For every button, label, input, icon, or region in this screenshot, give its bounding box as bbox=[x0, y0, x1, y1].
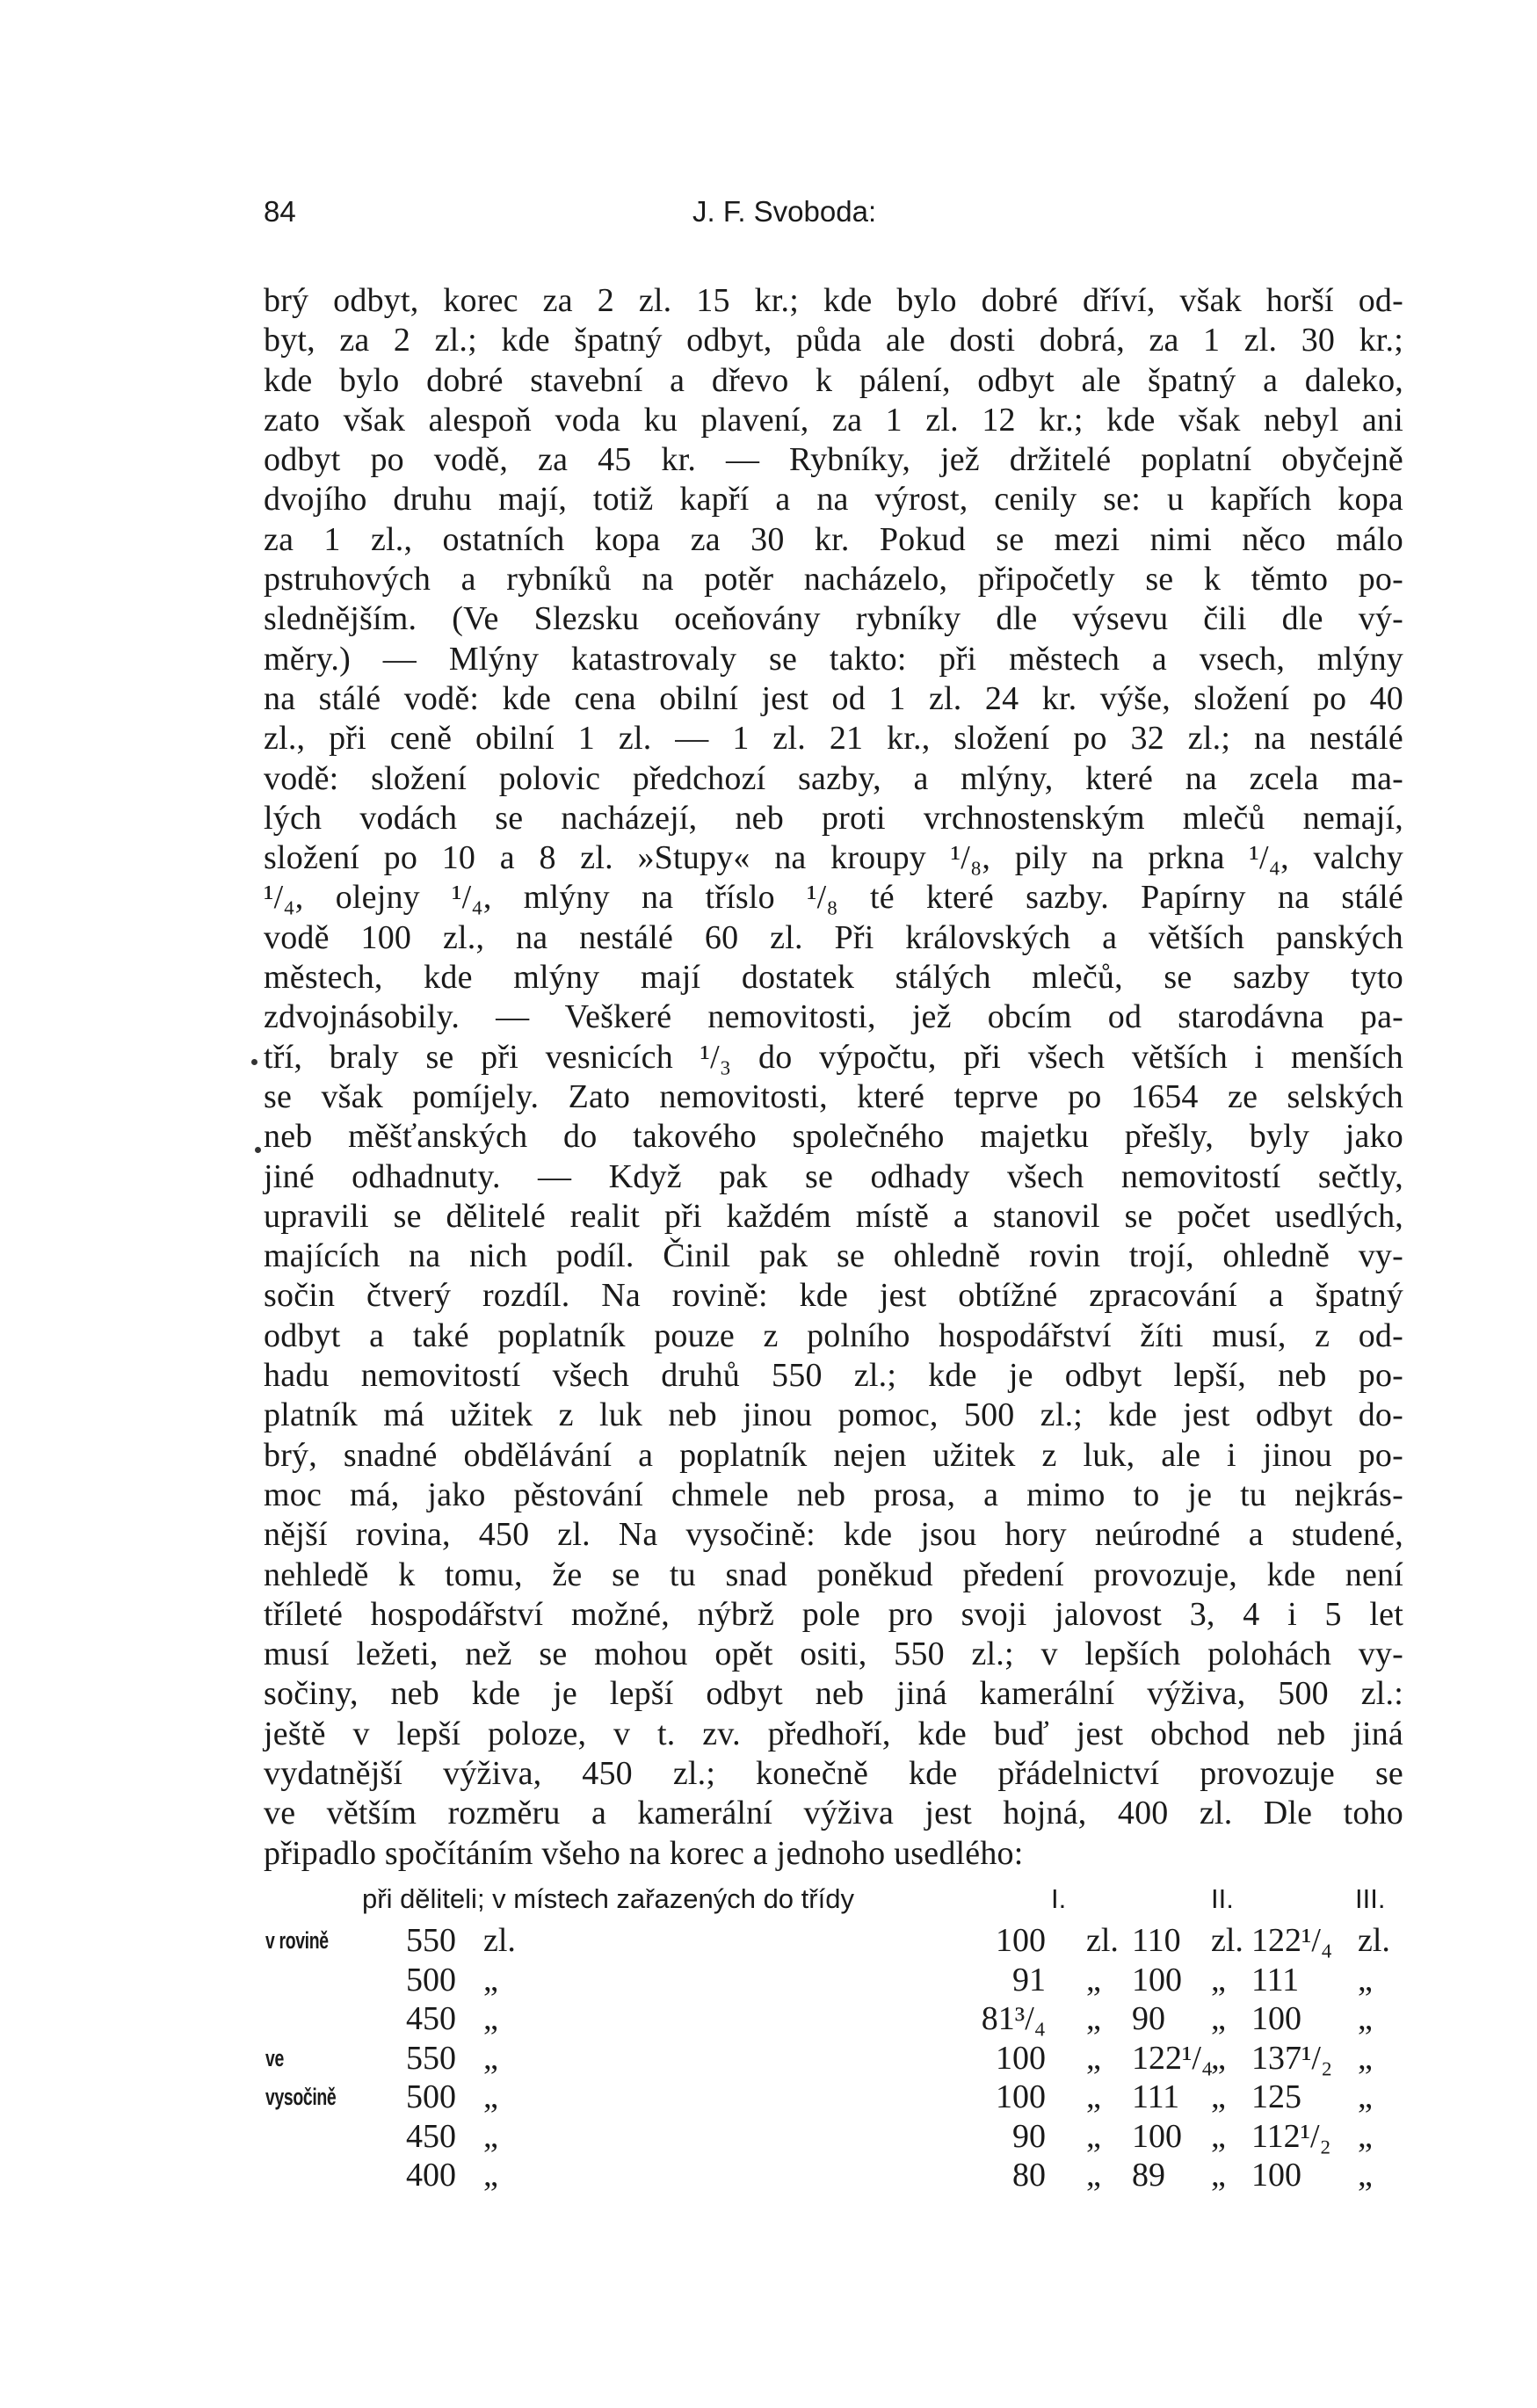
text-line: musí ležeti, než se mohou opět ositi, 550 zl.; v lepších polohách vy- bbox=[264, 1636, 1403, 1673]
divisor-unit: „ bbox=[483, 2078, 498, 2115]
table-row bbox=[0, 2156, 1537, 2195]
text-line: upravili se dělitelé realit při každém místě a stanovil se počet usedlých, bbox=[264, 1197, 1403, 1235]
text-line: pstruhových a rybníků na potěr nacházelo, připočetly se k těmto po- bbox=[264, 561, 1403, 598]
text-line: městech, kde mlýny mají dostatek stálých mlečů, se sazby tyto bbox=[264, 959, 1403, 997]
text-line: hadu nemovitostí všech druhů 550 zl.; kde je odbyt lepší, neb po- bbox=[264, 1357, 1403, 1395]
group-label: vysočině bbox=[265, 2084, 337, 2110]
class-1-value: 91 bbox=[1012, 1961, 1046, 1998]
text-line: zdvojnásobily. — Veškeré nemovitosti, jež obcím od starodávna pa- bbox=[264, 998, 1403, 1036]
class-2-unit: „ bbox=[1211, 2000, 1226, 2037]
class-3-unit: „ bbox=[1358, 2039, 1373, 2077]
text-line: nehledě k tomu, že se tu snad poněkud předení provozuje, kde není bbox=[264, 1556, 1403, 1593]
table-row bbox=[0, 1999, 1537, 2039]
class-3-value: 111 bbox=[1251, 1961, 1300, 1998]
text-line: byt, za 2 zl.; kde špatný odbyt, půda ale dosti dobrá, za 1 zl. 30 kr.; bbox=[264, 322, 1403, 359]
class-1-value: 80 bbox=[1012, 2157, 1046, 2194]
divisor-value: 500 bbox=[406, 1961, 456, 1998]
text-line: slednějším. (Ve Slezsku oceňovány rybníky dle výsevu čili dle vý- bbox=[264, 600, 1403, 638]
class-3-unit: „ bbox=[1358, 2157, 1373, 2194]
class-2-value: 110 bbox=[1132, 1922, 1181, 1959]
divisor-value: 450 bbox=[406, 2117, 456, 2155]
group-label: v rovině bbox=[265, 1927, 329, 1954]
table-row bbox=[0, 2117, 1537, 2157]
class-2-unit: „ bbox=[1211, 2117, 1226, 2155]
class-2-unit: „ bbox=[1211, 1961, 1226, 1998]
class-3-unit: „ bbox=[1358, 2000, 1373, 2037]
text-line: vodě: složení polovic předchozí sazby, a mlýny, které na zcela ma- bbox=[264, 759, 1403, 797]
text-line: nější rovina, 450 zl. Na vysočině: kde jsou hory neúrodné a studené, bbox=[264, 1516, 1403, 1554]
text-line: brý, snadné obdělávání a poplatník nejen užitek z luk, ale i jinou po- bbox=[264, 1436, 1403, 1474]
divisor-value: 500 bbox=[406, 2078, 456, 2115]
margin-dot-mark bbox=[255, 1147, 261, 1153]
text-line: za 1 zl., ostatních kopa za 30 kr. Pokud se mezi nimi něco málo bbox=[264, 520, 1403, 558]
table-row bbox=[0, 2039, 1537, 2078]
class-1-value: 100 bbox=[996, 2078, 1046, 2115]
text-line: brý odbyt, korec za 2 zl. 15 kr.; kde bylo dobré dříví, však horší od- bbox=[264, 282, 1403, 319]
text-line: tříleté hospodářství možné, nýbrž pole pro svoji jalovost 3, 4 i 5 let bbox=[264, 1595, 1403, 1633]
divisor-unit: „ bbox=[483, 2000, 498, 2037]
class-3-unit: zl. bbox=[1358, 1922, 1390, 1959]
text-line: vodě 100 zl., na nestálé 60 zl. Při královských a větších panských bbox=[264, 918, 1403, 956]
text-line: vydatnější výživa, 450 zl.; konečně kde přádelnictví provozuje se bbox=[264, 1754, 1403, 1792]
text-line: ještě v lepší poloze, v t. zv. předhoří, kde buď jest obchod neb jiná bbox=[264, 1715, 1403, 1752]
text-line: odbyt a také poplatník pouze z polního hospodářství žíti musí, z od- bbox=[264, 1316, 1403, 1354]
running-head: J. F. Svoboda: bbox=[692, 195, 877, 228]
divisor-value: 550 bbox=[406, 2039, 456, 2077]
text-line: měry.) — Mlýny katastrovaly se takto: při městech a vsech, mlýny bbox=[264, 640, 1403, 678]
class-2-value: 100 bbox=[1132, 1961, 1182, 1998]
class-2-value: 89 bbox=[1132, 2157, 1165, 2194]
class-1-value: 100 bbox=[996, 1922, 1046, 1959]
table-header-text: při děliteli; v místech zařazených do třídy bbox=[362, 1883, 854, 1914]
class-3-value: 100 bbox=[1251, 2157, 1301, 2194]
class-2-value: 90 bbox=[1132, 2000, 1165, 2037]
text-line: tří, braly se při vesnicích ¹/₃ do výpočtu, při všech větších i menších bbox=[264, 1038, 1403, 1076]
page-number: 84 bbox=[264, 195, 296, 228]
class-1-unit: „ bbox=[1086, 2157, 1101, 2194]
text-line: dvojího druhu mají, totiž kapří a na výrost, cenily se: u kapřích kopa bbox=[264, 481, 1403, 519]
text-line: sočin čtverý rozdíl. Na rovině: kde jest obtížné zpracování a špatný bbox=[264, 1277, 1403, 1315]
text-line: kde bylo dobré stavební a dřevo k pálení, odbyt ale špatný a daleko, bbox=[264, 361, 1403, 399]
group-label: ve bbox=[265, 2044, 284, 2071]
text-line: odbyt po vodě, za 45 kr. — Rybníky, jež držitelé poplatní obyčejně bbox=[264, 441, 1403, 479]
table-row bbox=[0, 1921, 1537, 1961]
body-text bbox=[264, 281, 1403, 1874]
class-header-3: III. bbox=[1355, 1883, 1386, 1914]
class-1-value: 90 bbox=[1012, 2117, 1046, 2155]
divisor-unit: „ bbox=[483, 2157, 498, 2194]
class-3-value: 112¹/₂ bbox=[1251, 2117, 1331, 2155]
text-line: neb měšťanských do takového společného majetku přešly, byly jako bbox=[264, 1118, 1403, 1156]
class-3-value: 125 bbox=[1251, 2078, 1301, 2115]
table-row bbox=[0, 2078, 1537, 2117]
class-2-unit: zl. bbox=[1211, 1922, 1243, 1959]
text-line: ¹/₄, olejny ¹/₄, mlýny na tříslo ¹/₈ té které sazby. Papírny na stálé bbox=[264, 879, 1403, 917]
text-line: ve větším rozměru a kamerální výživa jest hojná, 400 zl. Dle toho bbox=[264, 1795, 1403, 1832]
class-2-value: 111 bbox=[1132, 2078, 1180, 2115]
class-2-value: 122¹/₄ bbox=[1132, 2039, 1214, 2077]
class-3-unit: „ bbox=[1358, 2117, 1373, 2155]
class-1-value: 81³/₄ bbox=[981, 2000, 1046, 2037]
table-row bbox=[0, 1961, 1537, 2000]
divisor-unit: „ bbox=[483, 1961, 498, 1998]
class-3-unit: „ bbox=[1358, 1961, 1373, 1998]
text-line: sočiny, neb kde je lepší odbyt neb jiná kamerální výživa, 500 zl.: bbox=[264, 1675, 1403, 1713]
divisor-value: 450 bbox=[406, 2000, 456, 2037]
class-1-unit: „ bbox=[1086, 2078, 1101, 2115]
class-3-value: 137¹/₂ bbox=[1251, 2039, 1333, 2077]
class-1-value: 100 bbox=[996, 2039, 1046, 2077]
text-line: zato však alespoň voda ku plavení, za 1 zl. 12 kr.; kde však nebyl ani bbox=[264, 401, 1403, 439]
class-1-unit: „ bbox=[1086, 2117, 1101, 2155]
class-1-unit: „ bbox=[1086, 1961, 1101, 1998]
class-2-unit: „ bbox=[1211, 2157, 1226, 2194]
text-line: složení po 10 a 8 zl. »Stupy« na kroupy ¹/₈, pily na prkna ¹/₄, valchy bbox=[264, 839, 1403, 877]
text-line: připadlo spočítáním všeho na korec a jednoho usedlého: bbox=[264, 1834, 1024, 1872]
text-line: lých vodách se nacházejí, neb proti vrchnostenským mlečů nemají, bbox=[264, 799, 1403, 837]
text-line: se však pomíjely. Zato nemovitosti, které teprve po 1654 ze selských bbox=[264, 1077, 1403, 1115]
table-header bbox=[362, 1880, 1399, 1918]
divisor-value: 550 bbox=[406, 1922, 456, 1959]
class-3-value: 122¹/₄ bbox=[1251, 1922, 1333, 1959]
divisor-unit: „ bbox=[483, 2117, 498, 2155]
class-2-unit: „ bbox=[1211, 2078, 1226, 2115]
class-2-unit: „ bbox=[1211, 2039, 1226, 2077]
class-2-value: 100 bbox=[1132, 2117, 1182, 2155]
divisor-unit: zl. bbox=[483, 1922, 516, 1959]
divisor-unit: „ bbox=[483, 2039, 498, 2077]
margin-dot-mark bbox=[251, 1059, 257, 1065]
text-line: moc má, jako pěstování chmele neb prosa, a mimo to je tu nejkrás- bbox=[264, 1476, 1403, 1513]
class-1-unit: „ bbox=[1086, 2039, 1101, 2077]
class-1-unit: zl. bbox=[1086, 1922, 1119, 1959]
class-header-1: I. bbox=[1051, 1883, 1067, 1914]
text-line: jiné odhadnuty. — Když pak se odhady všech nemovitostí sečtly, bbox=[264, 1157, 1403, 1195]
class-1-unit: „ bbox=[1086, 2000, 1101, 2037]
text-line: platník má užitek z luk neb jinou pomoc, 500 zl.; kde jest odbyt do- bbox=[264, 1396, 1403, 1434]
text-line: na stálé vodě: kde cena obilní jest od 1 zl. 24 kr. výše, složení po 40 bbox=[264, 679, 1403, 717]
text-line: majících na nich podíl. Činil pak se ohledně rovin trojí, ohledně vy- bbox=[264, 1237, 1403, 1275]
divisor-value: 400 bbox=[406, 2157, 456, 2194]
class-3-value: 100 bbox=[1251, 2000, 1301, 2037]
text-line: zl., při ceně obilní 1 zl. — 1 zl. 21 kr., složení po 32 zl.; na nestálé bbox=[264, 720, 1403, 758]
class-3-unit: „ bbox=[1358, 2078, 1373, 2115]
class-header-2: II. bbox=[1211, 1883, 1234, 1914]
